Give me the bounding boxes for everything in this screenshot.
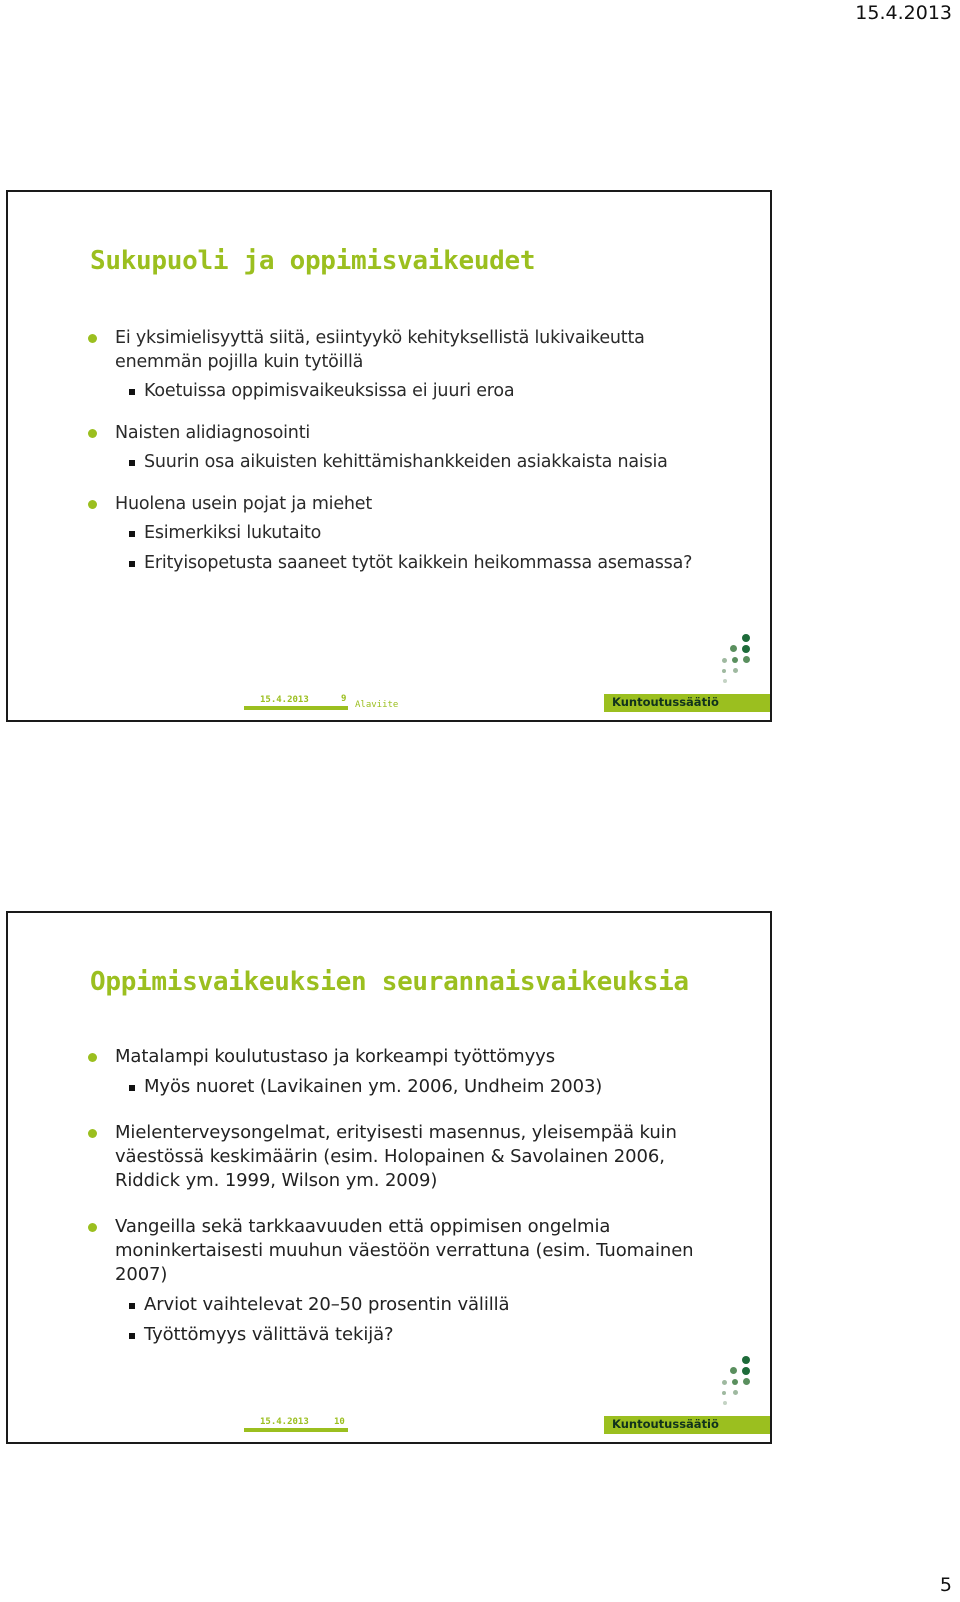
brand-bar	[604, 694, 770, 712]
sub-list-item	[115, 1075, 730, 1099]
bullet-dot-icon	[88, 500, 97, 509]
bullet-list	[86, 326, 730, 575]
sub-list-item	[115, 379, 730, 403]
square-bullet-icon	[129, 1085, 135, 1091]
bullet-dot-icon	[88, 334, 97, 343]
sub-bullet-text: Esimerkiksi lukutaito	[144, 523, 322, 543]
sub-bullet-text: Koetuissa oppimisvaikeuksissa ei juuri eroa	[144, 381, 515, 401]
sub-bullet-text: Erityisopetusta saaneet tytöt kaikkein heikommassa asemassa?	[144, 553, 693, 573]
slide-2	[6, 911, 772, 1444]
brand-label: Kuntoutussäätiö	[612, 695, 719, 709]
footer-slide-number: 10	[334, 1417, 345, 1427]
bullet-list	[86, 1045, 730, 1369]
footer-date: 15.4.2013	[260, 695, 309, 705]
bullet-dot-icon	[88, 1129, 97, 1138]
square-bullet-icon	[129, 561, 135, 567]
square-bullet-icon	[129, 460, 135, 466]
square-bullet-icon	[129, 1303, 135, 1309]
sub-bullet-text: Työttömyys välittävä tekijä?	[144, 1324, 394, 1345]
list-item	[86, 1045, 730, 1099]
list-item	[86, 421, 730, 474]
bullet-text: Huolena usein pojat ja miehet	[115, 494, 373, 514]
page-number: 5	[939, 1574, 952, 1596]
brand-label: Kuntoutussäätiö	[612, 1417, 719, 1431]
sub-bullet-text: Myös nuoret (Lavikainen ym. 2006, Undheim 2003)	[144, 1076, 603, 1097]
list-item	[86, 492, 730, 575]
bullet-text: Naisten alidiagnosointi	[115, 423, 311, 443]
slide-title: Sukupuoli ja oppimisvaikeudet	[90, 246, 536, 276]
square-bullet-icon	[129, 531, 135, 537]
sub-list-item	[115, 1293, 730, 1317]
list-item	[86, 326, 730, 403]
slide-1	[6, 190, 772, 722]
sub-list-item	[115, 521, 730, 545]
list-item	[86, 1215, 730, 1347]
footer-date: 15.4.2013	[260, 1417, 309, 1427]
bullet-dot-icon	[88, 1223, 97, 1232]
footer-line	[244, 1428, 348, 1432]
footer-line	[244, 706, 348, 710]
list-item	[86, 1121, 730, 1193]
bullet-text: Vangeilla sekä tarkkaavuuden että oppimisen ongelmia moninkertaisesti muuhun väestöön verrattuna (esim. Tuomainen 2007)	[115, 1216, 694, 1285]
square-bullet-icon	[129, 389, 135, 395]
bullet-text: Mielenterveysongelmat, erityisesti masennus, yleisempää kuin väestössä keskimäärin (esim. Holopainen & Savolainen 2006, Riddick ym. 1999, Wilson ym. 2009)	[115, 1122, 677, 1191]
bullet-dot-icon	[88, 429, 97, 438]
page-date: 15.4.2013	[855, 2, 952, 24]
brand-bar	[604, 1416, 770, 1434]
footer-slide-number: 9	[341, 694, 347, 704]
bullet-text: Matalampi koulutustaso ja korkeampi työttömyys	[115, 1046, 556, 1067]
decorative-dots-icon	[722, 1356, 762, 1410]
slide-title: Oppimisvaikeuksien seurannaisvaikeuksia	[90, 967, 689, 997]
footer-note: Alaviite	[355, 700, 399, 710]
sub-list-item	[115, 450, 730, 474]
sub-bullet-text: Suurin osa aikuisten kehittämishankkeiden asiakkaista naisia	[144, 452, 668, 472]
bullet-text: Ei yksimielisyyttä siitä, esiintyykö kehityksellistä lukivaikeutta enemmän pojilla kuin tytöillä	[115, 328, 645, 372]
sub-bullet-text: Arviot vaihtelevat 20–50 prosentin välillä	[144, 1294, 510, 1315]
bullet-dot-icon	[88, 1053, 97, 1062]
sub-list-item	[115, 551, 730, 575]
sub-list-item	[115, 1323, 730, 1347]
decorative-dots-icon	[722, 634, 762, 688]
square-bullet-icon	[129, 1333, 135, 1339]
